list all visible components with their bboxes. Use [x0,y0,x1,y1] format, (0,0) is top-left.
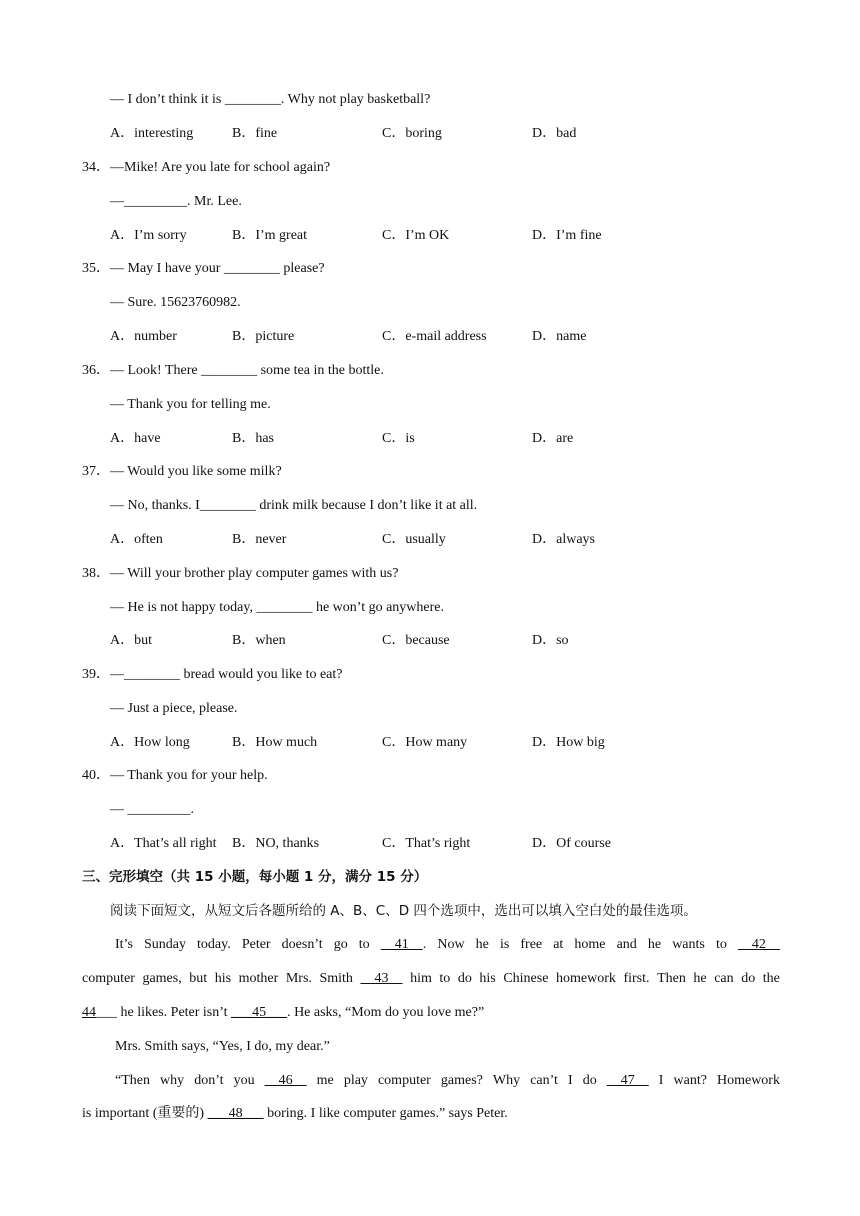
question-number: 38． [82,566,110,581]
passage-word: Smith [319,971,353,986]
q33-option-a: A．interesting [110,126,194,141]
q37-option-c: C．usually [382,532,446,547]
passage-word: Chinese [503,971,549,986]
q39-option-c: C．How many [382,735,468,750]
blank: 47 [606,1073,649,1088]
passage-word: Mrs. [285,971,312,986]
passage-word: Now [437,937,465,952]
passage-line [115,936,780,954]
passage-word: I [567,1073,573,1088]
q39-option-b: B．How much [232,735,318,750]
question-number: 39． [82,667,110,682]
passage-word: at [553,937,564,952]
passage-line [82,970,780,988]
passage-word: mother [238,971,279,986]
passage-word: Peter [241,937,271,952]
question-number: 34． [82,160,110,175]
passage-word: his [214,971,232,986]
section-title-text: 分） [395,869,428,885]
blank-44: 44 [82,1005,96,1020]
passage-line [82,1105,508,1123]
passage-word: and [616,937,637,952]
passage-word: first. [623,971,650,986]
question-36 [82,362,384,380]
passage-text: . He asks, “Mom do you love me?” [287,1005,485,1020]
passage-word: Why [492,1073,521,1088]
question-line: — Sure. 15623760982. [110,295,241,310]
question-number: 35． [82,261,110,276]
passage-paragraph: Mrs. Smith says, “Yes, I do, my dear.” [115,1039,330,1054]
question-number: 37． [82,464,110,479]
question-line: — He is not happy today, ________ he won’t go anywhere. [110,600,444,615]
passage-word: free [520,937,543,952]
section-title-text: 三、完形填空（共 [82,869,195,885]
question-35 [82,260,325,278]
passage-word: to [439,971,451,986]
question-line: — Look! There ________ some tea in the bottle. [110,363,384,378]
passage-word: “Then [115,1073,150,1088]
question-line: — Will your brother play computer games with us? [110,566,399,581]
q35-option-c: C．e-mail address [382,329,487,344]
q33-option-d: D．bad [532,126,577,141]
question-line: —_________. Mr. Lee. [110,194,242,209]
passage-word: can’t [530,1073,558,1088]
passage-word: his [479,971,496,986]
passage-word: home [574,937,606,952]
q40-option-b: B．NO, thanks [232,836,320,851]
passage-word: doesn’t [281,937,323,952]
passage-word: games, [142,971,182,986]
passage-word: Sunday [143,937,186,952]
q34-option-c: C．I’m OK [382,228,450,243]
passage-word: he [475,937,489,952]
passage-word: play [343,1073,368,1088]
passage-word: to [358,937,370,952]
question-number: 40． [82,768,110,783]
q35-option-d: D．name [532,329,587,344]
passage-word: the [762,971,780,986]
question-number: 36． [82,363,110,378]
question-34 [82,159,330,177]
question-37 [82,463,282,481]
section-title-text: 小题，每小题 [213,869,304,885]
passage-word: do [741,971,756,986]
q36-option-c: C．is [382,431,415,446]
blank: 46 [264,1073,307,1088]
passage-word: It’s [115,937,133,952]
q33-option-c: C．boring [382,126,442,141]
blank: 42 [737,937,780,952]
passage-word: you [233,1073,255,1088]
section-title [82,868,427,886]
passage-word: do [582,1073,597,1088]
q36-option-a: A．have [110,431,161,446]
passage-word: don’t [194,1073,224,1088]
q38-option-c: C．because [382,633,450,648]
q39-option-a: A．How long [110,735,190,750]
passage-word: computer [377,1073,431,1088]
passage-word: go [333,937,348,952]
passage-punct: . [422,937,427,952]
passage-word: Homework [716,1073,780,1088]
blank-48: ___48___ [207,1106,264,1121]
section-count: 15 [194,869,214,885]
passage-word: do [457,971,472,986]
passage-text: ___ he likes. Peter isn’t [96,1005,232,1020]
q38-option-b: B．when [232,633,286,648]
passage-word: why [160,1073,185,1088]
passage-line [115,1072,780,1090]
question-line: —________ bread would you like to eat? [110,667,343,682]
passage-word: is [499,937,510,952]
passage-word: games? [440,1073,483,1088]
question-39 [82,666,343,684]
passage-word: Then [657,971,686,986]
question-line: — May I have your ________ please? [110,261,325,276]
passage-word: wants [672,937,705,952]
question-38 [82,565,398,583]
q36-option-d: D．are [532,431,574,446]
question-line: — Would you like some milk? [110,464,282,479]
q37-option-b: B．never [232,532,287,547]
question-line: —Mike! Are you late for school again? [110,160,331,175]
question-line: — _________. [110,802,194,817]
blank: 41 [380,937,423,952]
blank-with-punct [381,936,427,954]
q33-option-b: B．fine [232,126,278,141]
q33-response: — I don’t think it is ________. Why not play basketball? [110,92,431,107]
question-line: — Thank you for your help. [110,768,268,783]
passage-word: me [316,1073,334,1088]
q35-option-a: A．number [110,329,177,344]
passage-word: to [715,937,727,952]
q35-option-b: B．picture [232,329,295,344]
q36-option-b: B．has [232,431,274,446]
passage-text: is important (重要的) [82,1106,208,1121]
q34-option-a: A．I’m sorry [110,228,187,243]
blank-45: ___45___ [231,1005,288,1020]
question-line: — Thank you for telling me. [110,397,271,412]
passage-word: homework [556,971,616,986]
passage-word: can [714,971,734,986]
q38-option-d: D．so [532,633,569,648]
passage-word: computer [82,971,135,986]
passage-text: boring. I like computer games.” says Peter. [263,1106,508,1121]
section-title-text: 分，满分 [313,869,377,885]
passage-word: I [658,1073,664,1088]
q40-option-d: D．Of course [532,836,611,851]
q38-option-a: A．but [110,633,152,648]
q37-option-d: D．always [532,532,595,547]
passage-word: want? [673,1073,707,1088]
question-line: — No, thanks. I________ drink milk because I don’t like it at all. [110,498,478,513]
passage-word: he [647,937,662,952]
question-line: — Just a piece, please. [110,701,238,716]
passage-word: but [189,971,208,986]
passage-word: today. [197,937,231,952]
passage-word: he [693,971,707,986]
q39-option-d: D．How big [532,735,605,750]
passage-word: him [410,971,432,986]
section-points-each: 1 [303,869,314,885]
passage-line [82,1004,484,1022]
q40-option-c: C．That’s right [382,836,471,851]
q34-option-b: B．I’m great [232,228,308,243]
q40-option-a: A．That’s all right [110,836,217,851]
question-40 [82,767,268,785]
q34-option-d: D．I’m fine [532,228,602,243]
section-instruction: 阅读下面短文，从短文后各题所给的 A、B、C、D 四个选项中，选出可以填入空白处的最佳选项。 [110,903,697,919]
section-total: 15 [376,869,396,885]
blank: 43 [360,971,403,986]
q37-option-a: A．often [110,532,163,547]
